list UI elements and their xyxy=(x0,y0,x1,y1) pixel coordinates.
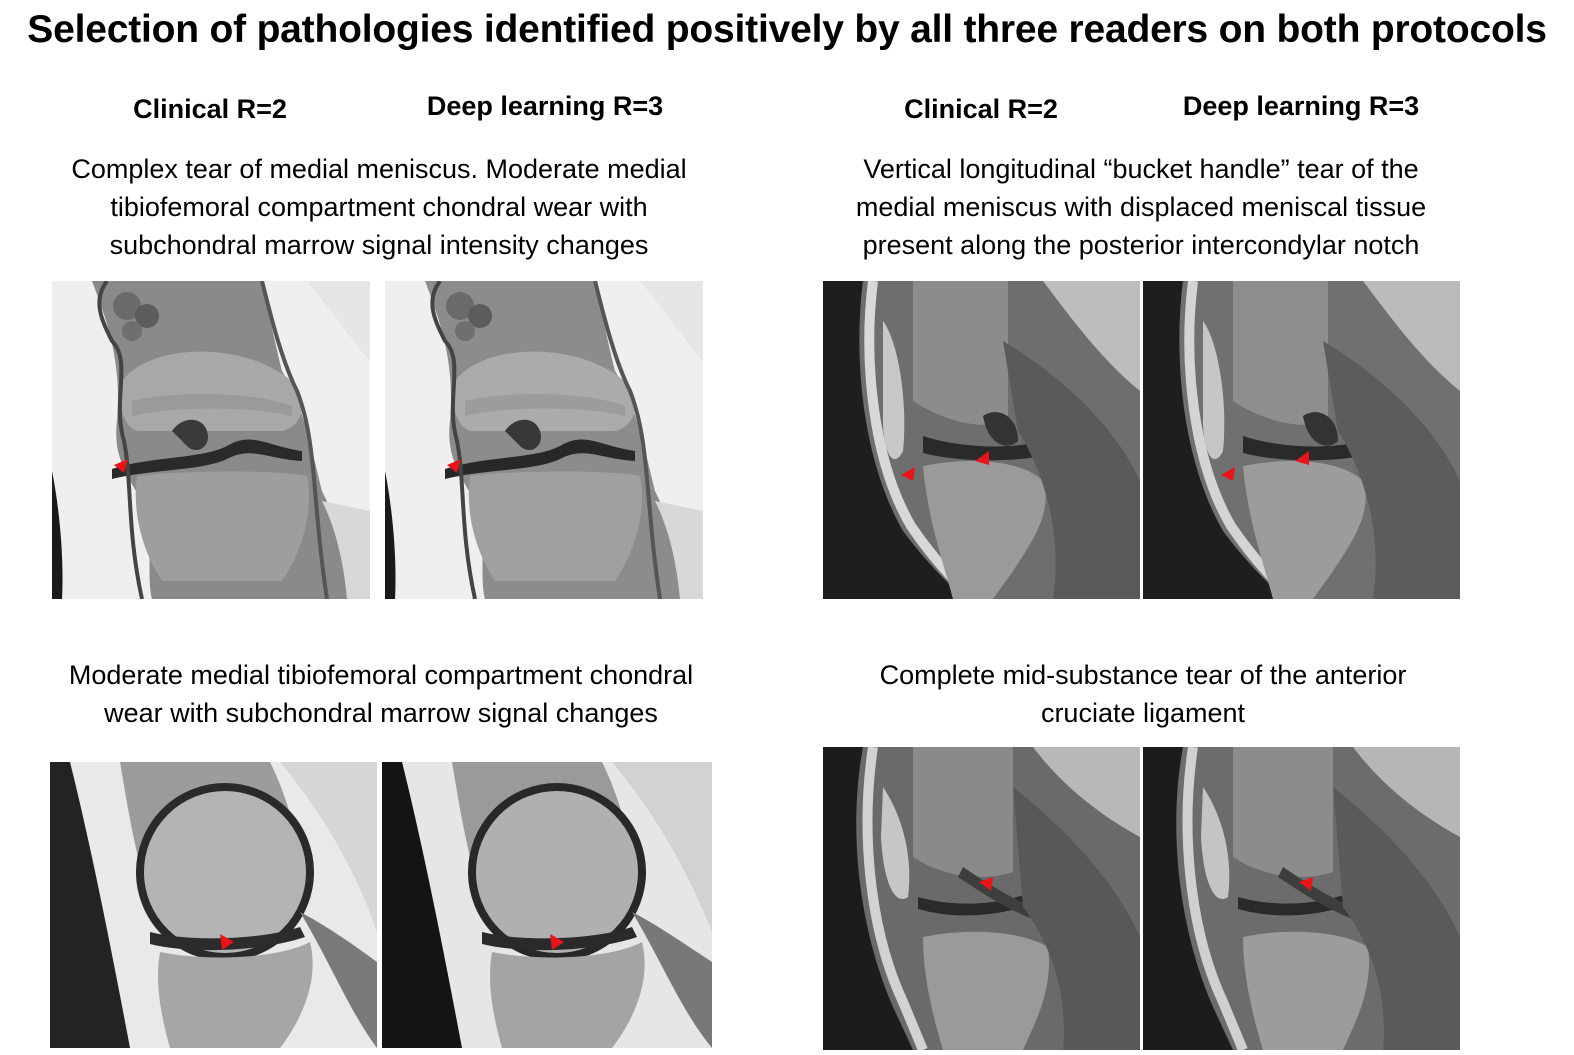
mri-bottom-right-deep-learning xyxy=(1143,747,1460,1050)
caption-bottom-left xyxy=(20,656,742,732)
mri-top-right-deep-learning xyxy=(1143,281,1460,599)
header-left-deep-learning: Deep learning R=3 xyxy=(426,91,664,121)
caption-bottom-right xyxy=(800,656,1486,732)
mri-top-left-clinical xyxy=(52,281,370,599)
caption-line: tibiofemoral compartment chondral wear with xyxy=(110,192,648,222)
caption-line: Vertical longitudinal “bucket handle” tear of the xyxy=(863,154,1419,184)
caption-top-right xyxy=(800,150,1482,264)
caption-line: present along the posterior intercondylar notch xyxy=(862,230,1420,260)
mri-bottom-left-clinical xyxy=(50,762,377,1048)
mri-top-left-deep-learning xyxy=(385,281,703,599)
header-left-clinical: Clinical R=2 xyxy=(133,94,287,124)
header-right-deep-learning: Deep learning R=3 xyxy=(1182,91,1420,121)
caption-line: Complete mid-substance tear of the anterior xyxy=(879,660,1407,690)
caption-line: medial meniscus with displaced meniscal tissue xyxy=(855,192,1427,222)
caption-line: Complex tear of medial meniscus. Moderate medial xyxy=(71,154,687,184)
caption-top-left xyxy=(20,150,738,264)
mri-bottom-right-clinical xyxy=(823,747,1140,1050)
mri-top-right-clinical xyxy=(823,281,1140,599)
mri-bottom-left-deep-learning xyxy=(382,762,712,1048)
caption-line: wear with subchondral marrow signal changes xyxy=(104,698,658,728)
caption-line: cruciate ligament xyxy=(1040,698,1246,728)
caption-line: Moderate medial tibiofemoral compartment chondral xyxy=(68,660,694,690)
figure-title: Selection of pathologies identified positively by all three readers on both protocols xyxy=(27,8,1547,51)
caption-line: subchondral marrow signal intensity changes xyxy=(109,230,649,260)
header-right-clinical: Clinical R=2 xyxy=(904,94,1058,124)
